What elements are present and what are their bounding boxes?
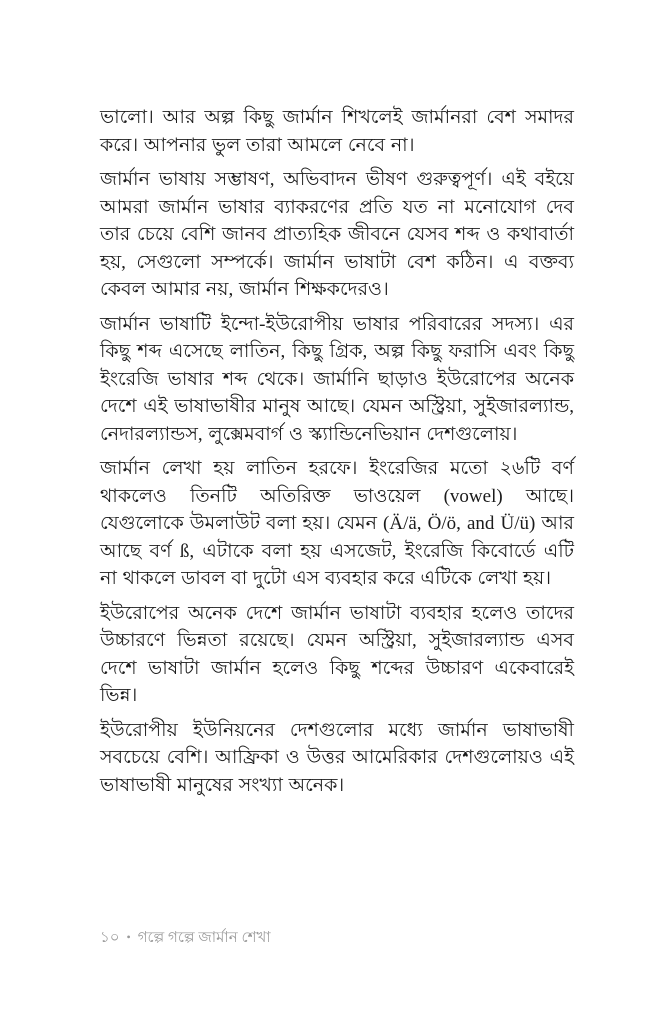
page-number: ১০	[100, 930, 120, 946]
paragraph-1: ভালো। আর অল্প কিছু জার্মান শিখলেই জার্মানরা বেশ সমাদর করে। আপনার ভুল তারা আমলে নেবে না।	[100, 107, 574, 156]
paragraph-2: জার্মান ভাষায় সম্ভাষণ, অভিবাদন ভীষণ গুরুত্বপূর্ণ। এই বইয়ে আমরা জার্মান ভাষার ব্যাকরণের প্রতি যত না মনোযোগ দেব তার চেয়ে বেশি জানব প্রাত্যহিক জীবনে যেসব শব্দ ও কথাবার্তা হয়, সেগুলো সম্পর্কে। জার্মান ভাষাটা বেশ কঠিন। এ বক্তব্য কেবল আমার নয়, জার্মান শিক্ষকদেরও।	[100, 169, 574, 300]
paragraph-5: ইউরোপের অনেক দেশে জার্মান ভাষাটা ব্যবহার হলেও তাদের উচ্চারণে ভিন্নতা রয়েছে। যেমন অস্ট্রিয়া, সুইজারল্যান্ড এসব দেশে ভাষাটা জার্মান হলেও কিছু শব্দের উচ্চারণ একেবারেই ভিন্ন।	[100, 602, 574, 706]
page-footer	[100, 928, 271, 948]
paragraph-6: ইউরোপীয় ইউনিয়নের দেশগুলোর মধ্যে জার্মান ভাষাভাষী সবচেয়ে বেশি। আফ্রিকা ও উত্তর আমেরিকার দেশগুলোয়ও এই ভাষাভাষী মানুষের সংখ্যা অনেক।	[100, 719, 574, 796]
paragraph-3: জার্মান ভাষাটি ইন্দো-ইউরোপীয় ভাষার পরিবারের সদস্য। এর কিছু শব্দ এসেছে লাতিন, কিছু গ্রিক, অল্প কিছু ফরাসি এবং কিছু ইংরেজি ভাষার শব্দ থেকে। জার্মানি ছাড়াও ইউরোপের অনেক দেশে এই ভাষাভাষীর মানুষ আছে। যেমন অস্ট্রিয়া, সুইজারল্যান্ড, নেদারল্যান্ডস, লুক্সেমবার্গ ও স্ক্যান্ডিনেভিয়ান দেশগুলোয়।	[100, 313, 574, 445]
body-text-block	[100, 104, 574, 799]
running-title: গল্পে গল্পে জার্মান শেখা	[137, 930, 271, 946]
bullet-separator-icon: •	[126, 930, 131, 944]
paragraph-4: জার্মান লেখা হয় লাতিন হরফে। ইংরেজির মতো ২৬টি বর্ণ থাকলেও তিনটি অতিরিক্ত ভাওয়েল (vowel) আছে। যেগুলোকে উমলাউট বলা হয়। যেমন (Ä/ä, Ö/ö, and Ü/ü) আর আছে বর্ণ ß, এটাকে বলা হয় এসজেট, ইংরেজি কিবোর্ডে এটি না থাকলে ডাবল বা দুটো এস ব্যবহার করে এটিকে লেখা হয়।	[100, 458, 574, 589]
